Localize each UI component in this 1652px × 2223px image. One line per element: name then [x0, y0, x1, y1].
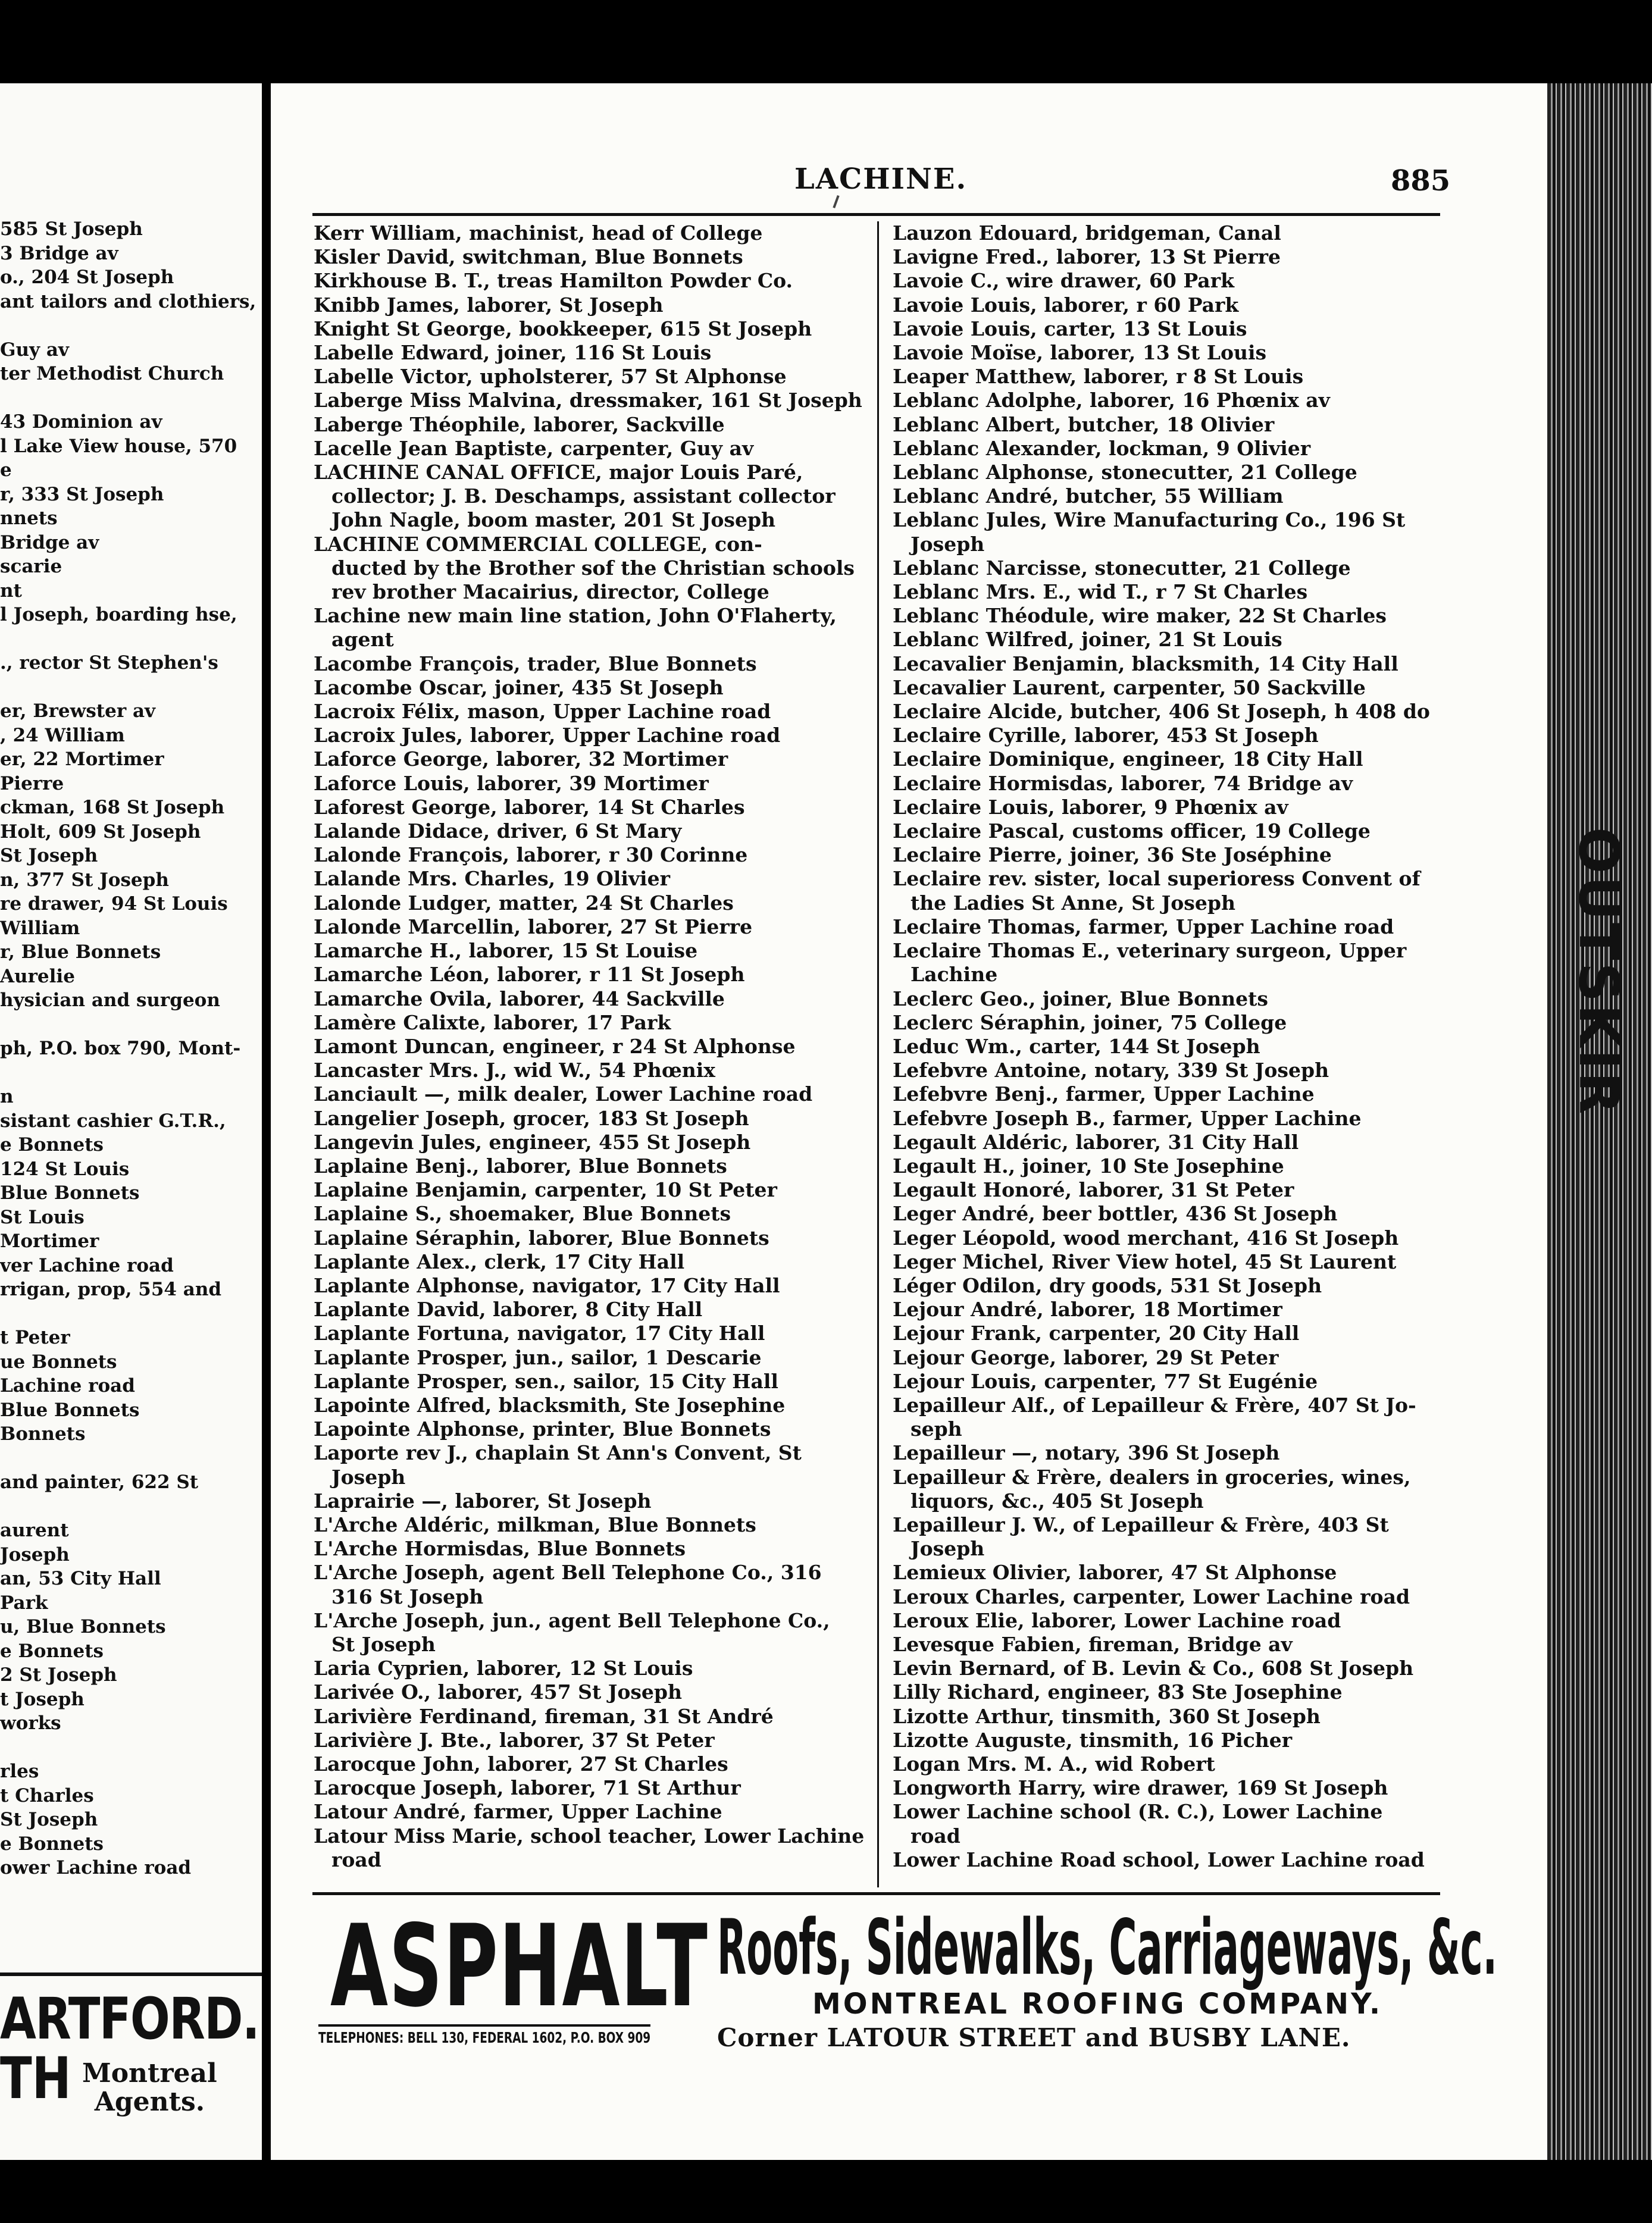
directory-entry: Lamarche Ovila, laborer, 44 Sackville: [314, 987, 725, 1010]
directory-entry: Laria Cyprien, laborer, 12 St Louis: [314, 1657, 693, 1680]
directory-entry: Laforce Louis, laborer, 39 Mortimer: [314, 771, 709, 795]
directory-entry: Leblanc Mrs. E., wid T., r 7 St Charles: [893, 580, 1308, 604]
facing-page-line: ter Methodist Church: [0, 363, 224, 384]
facing-page-line: St Louis: [0, 1206, 85, 1228]
facing-page-line: ant tailors and clothiers,: [0, 290, 256, 312]
directory-entry: Lecavalier Benjamin, blacksmith, 14 City Hall: [893, 652, 1398, 675]
directory-entry: Leger Léopold, wood merchant, 416 St Joseph: [893, 1226, 1399, 1250]
directory-entry: Leclaire Cyrille, laborer, 453 St Joseph: [893, 724, 1319, 747]
facing-page-line: t Charles: [0, 1784, 94, 1806]
directory-entry: L'Arche Aldéric, milkman, Blue Bonnets: [314, 1513, 756, 1536]
facing-page-line: and painter, 622 St: [0, 1471, 199, 1493]
directory-entry: agent: [331, 628, 394, 652]
directory-entry: Levesque Fabien, fireman, Bridge av: [893, 1632, 1293, 1656]
facing-page-line: Aurelie: [0, 965, 75, 987]
ad-headline: ASPHALT: [330, 1900, 709, 2032]
directory-entry: Labelle Edward, joiner, 116 St Louis: [314, 341, 712, 365]
directory-entry: Leclaire Dominique, engineer, 18 City Hall: [893, 747, 1363, 771]
book-gutter: [262, 83, 270, 2160]
directory-entry: Lamarche Léon, laborer, r 11 St Joseph: [314, 963, 745, 987]
facing-page-advertisement: [0, 1972, 262, 2134]
directory-entry: Leblanc Albert, butcher, 18 Olivier: [893, 412, 1275, 436]
directory-entry: Leclerc Séraphin, joiner, 75 College: [893, 1010, 1287, 1034]
directory-entry: Laforce George, laborer, 32 Mortimer: [314, 747, 728, 771]
directory-entry: Leblanc Adolphe, laborer, 16 Phœnix av: [893, 389, 1330, 412]
facing-page-line: 585 St Joseph: [0, 218, 143, 240]
facing-page-line: ue Bonnets: [0, 1351, 117, 1373]
directory-entry: Lachine new main line station, John O'Flaherty,: [314, 604, 837, 628]
directory-entry: Labelle Victor, upholsterer, 57 St Alphonse: [314, 365, 787, 389]
directory-entry: Leclaire Pierre, joiner, 36 Ste Joséphine: [893, 843, 1332, 867]
facing-page-line: n, 377 St Joseph: [0, 869, 169, 891]
facing-page-fragment: [0, 83, 262, 2160]
directory-entry: Leblanc Wilfred, joiner, 21 St Louis: [893, 628, 1282, 652]
directory-entry: Lalonde Marcellin, laborer, 27 St Pierre: [314, 915, 753, 938]
ad-company-name: MONTREAL ROOFING COMPANY.: [812, 1987, 1383, 2021]
directory-entry: Knibb James, laborer, St Joseph: [314, 293, 664, 317]
facing-page-line: r, 333 St Joseph: [0, 483, 164, 505]
directory-entry: Lacombe François, trader, Blue Bonnets: [314, 652, 757, 675]
directory-entry: Lecavalier Laurent, carpenter, 50 Sackville: [893, 675, 1366, 699]
facing-page-line: scarie: [0, 556, 62, 577]
directory-entry: ducted by the Brother sof the Christian schools: [331, 556, 855, 580]
directory-entry: Laplante Alphonse, navigator, 17 City Hall: [314, 1273, 780, 1297]
facing-page-line: e: [0, 459, 12, 481]
directory-entry: Lefebvre Benj., farmer, Upper Lachine: [893, 1082, 1315, 1106]
facing-page-line: hysician and surgeon: [0, 990, 220, 1011]
directory-entry: Leger André, beer bottler, 436 St Joseph: [893, 1202, 1338, 1226]
directory-entry: Leclaire Thomas E., veterinary surgeon, Upper: [893, 939, 1407, 963]
column-divider: [877, 221, 879, 1887]
directory-entry: Leblanc Alphonse, stonecutter, 21 College: [893, 461, 1357, 484]
directory-entry: Latour Miss Marie, school teacher, Lower Lachine: [314, 1824, 865, 1848]
directory-entry: Kirkhouse B. T., treas Hamilton Powder Co.: [314, 269, 793, 293]
directory-entry: Lalonde François, laborer, r 30 Corinne: [314, 843, 748, 867]
directory-entry: Leclerc Geo., joiner, Blue Bonnets: [893, 987, 1268, 1010]
directory-entry: Lefebvre Joseph B., farmer, Upper Lachine: [893, 1106, 1362, 1130]
directory-entry: Leroux Elie, laborer, Lower Lachine road: [893, 1608, 1341, 1632]
facing-page-line: 43 Dominion av: [0, 411, 162, 433]
directory-entry: Laprairie —, laborer, St Joseph: [314, 1489, 652, 1513]
facing-page-line: [0, 314, 256, 338]
facing-page-line: er, 22 Mortimer: [0, 749, 164, 770]
directory-entry: Laplante Prosper, jun., sailor, 1 Descarie: [314, 1345, 762, 1369]
directory-entry: Lalonde Ludger, matter, 24 St Charles: [314, 891, 734, 915]
asphalt-advertisement: [312, 1900, 1497, 2059]
facing-page-line: ph, P.O. box 790, Mont-: [0, 1038, 241, 1059]
directory-entry: St Joseph: [331, 1632, 436, 1656]
directory-entry: Kerr William, machinist, head of College: [314, 221, 763, 245]
directory-entry: liquors, &c., 405 St Joseph: [911, 1489, 1204, 1513]
directory-entry: Laplante Alex., clerk, 17 City Hall: [314, 1250, 685, 1273]
directory-entry: Larivière Ferdinand, fireman, 31 St André: [314, 1704, 774, 1728]
directory-entry: Leduc Wm., carter, 144 St Joseph: [893, 1034, 1260, 1058]
directory-entry: L'Arche Joseph, jun., agent Bell Telephone Co.,: [314, 1608, 830, 1632]
directory-entry: Lalande Mrs. Charles, 19 Olivier: [314, 867, 670, 891]
directory-entry: collector; J. B. Deschamps, assistant collector: [331, 484, 836, 508]
directory-entry: Lavigne Fred., laborer, 13 St Pierre: [893, 245, 1281, 269]
directory-entry: Laplante Prosper, sen., sailor, 15 City Hall: [314, 1369, 778, 1393]
directory-entry: Laforest George, laborer, 14 St Charles: [314, 795, 745, 819]
thumb-index-label: OUTSKIR: [1567, 827, 1631, 1117]
directory-entry: Leclaire rev. sister, local superioress Convent of: [893, 867, 1421, 891]
agents-line-2: Agents.: [94, 2087, 205, 2117]
directory-entry: Lapointe Alfred, blacksmith, Ste Josephine: [314, 1393, 786, 1417]
directory-entry: Leclaire Thomas, farmer, Upper Lachine road: [893, 915, 1394, 938]
facing-page-line: [0, 1736, 256, 1760]
facing-page-line: , 24 William: [0, 724, 125, 746]
directory-entry: Larocque John, laborer, 27 St Charles: [314, 1752, 728, 1776]
facing-page-line: Joseph: [0, 1543, 70, 1566]
facing-page-line: rrigan, prop, 554 and: [0, 1279, 222, 1300]
facing-page-line: rles: [0, 1761, 39, 1782]
facing-page-line: t Peter: [0, 1327, 70, 1348]
directory-entry: the Ladies St Anne, St Joseph: [911, 891, 1235, 915]
facing-page-line: t Joseph: [0, 1688, 85, 1710]
directory-entry: Lamère Calixte, laborer, 17 Park: [314, 1010, 671, 1034]
directory-entry: Lepailleur J. W., of Lepailleur & Frère, 403 St: [893, 1513, 1389, 1536]
outskirts-thumb-index: [1567, 803, 1637, 1220]
directory-entry: Laplante David, laborer, 8 City Hall: [314, 1298, 703, 1322]
directory-entry: Lejour George, laborer, 29 St Peter: [893, 1345, 1279, 1369]
facing-page-line: ver Lachine road: [0, 1254, 174, 1276]
directory-entry: Lanciault —, milk dealer, Lower Lachine road: [314, 1082, 813, 1106]
directory-entry: Laplaine Benjamin, carpenter, 10 St Peter: [314, 1178, 777, 1202]
facing-page-line: ckman, 168 St Joseph: [0, 797, 225, 818]
facing-page-line: an, 53 City Hall: [0, 1568, 161, 1589]
directory-entry: Langelier Joseph, grocer, 183 St Joseph: [314, 1106, 749, 1130]
directory-entry: Lapointe Alphonse, printer, Blue Bonnets: [314, 1417, 771, 1441]
facing-page-line: William: [0, 917, 80, 939]
directory-entry: Longworth Harry, wire drawer, 169 St Joseph: [893, 1776, 1388, 1800]
facing-page-line: r, Blue Bonnets: [0, 941, 161, 963]
directory-entry: Lizotte Auguste, tinsmith, 16 Picher: [893, 1728, 1293, 1752]
directory-entry: Lalande Didace, driver, 6 St Mary: [314, 819, 682, 843]
facing-page-line: u, Blue Bonnets: [0, 1616, 166, 1637]
facing-page-line: er, Brewster av: [0, 700, 156, 722]
header-rule: [312, 213, 1440, 216]
directory-entry: Leblanc Théodule, wire maker, 22 St Charles: [893, 604, 1387, 628]
facing-page-line: St Joseph: [0, 1809, 98, 1830]
directory-entry: Joseph: [911, 1537, 985, 1561]
directory-entry: Lizotte Arthur, tinsmith, 360 St Joseph: [893, 1704, 1321, 1728]
directory-entry: 316 St Joseph: [331, 1585, 484, 1608]
directory-entry: Léger Odilon, dry goods, 531 St Joseph: [893, 1273, 1322, 1297]
facing-page-line: [0, 1302, 256, 1326]
montreal-agents: [82, 2059, 217, 2116]
directory-entry: Legault Honoré, laborer, 31 St Peter: [893, 1178, 1294, 1202]
directory-entry: Lacroix Jules, laborer, Upper Lachine road: [314, 724, 781, 747]
facing-page-line: 3 Bridge av: [0, 242, 118, 264]
facing-page-line: o., 204 St Joseph: [0, 267, 174, 288]
directory-entry: Lefebvre Antoine, notary, 339 St Joseph: [893, 1059, 1329, 1082]
directory-entry: Laplaine S., shoemaker, Blue Bonnets: [314, 1202, 731, 1226]
directory-entry: Leaper Matthew, laborer, r 8 St Louis: [893, 365, 1304, 389]
directory-entry: seph: [911, 1417, 962, 1441]
directory-entry: Lacelle Jean Baptiste, carpenter, Guy av: [314, 436, 754, 460]
facing-page-line: St Joseph: [0, 845, 98, 866]
directory-column-left: [314, 221, 864, 1872]
directory-entry: Laplaine Benj., laborer, Blue Bonnets: [314, 1154, 727, 1178]
directory-entry: Leclaire Louis, laborer, 9 Phœnix av: [893, 795, 1288, 819]
facing-page-line: [0, 386, 256, 411]
directory-entry: Leger Michel, River View hotel, 45 St Laurent: [893, 1250, 1397, 1273]
directory-entry: Lemieux Olivier, laborer, 47 St Alphonse: [893, 1561, 1337, 1585]
facing-page-line: sistant cashier G.T.R.,: [0, 1110, 226, 1132]
directory-entry: L'Arche Hormisdas, Blue Bonnets: [314, 1537, 686, 1561]
directory-entry: Lacombe Oscar, joiner, 435 St Joseph: [314, 675, 724, 699]
facing-page-line: aurent: [0, 1520, 69, 1541]
directory-entry: Lower Lachine school (R. C.), Lower Lachine: [893, 1800, 1383, 1824]
facing-page-line: ower Lachine road: [0, 1857, 192, 1878]
directory-entry: Lancaster Mrs. J., wid W., 54 Phœnix: [314, 1059, 715, 1082]
ad-address: Corner LATOUR STREET and BUSBY LANE.: [717, 2023, 1351, 2052]
facing-page-line: [0, 627, 256, 652]
facing-page-line: n: [0, 1086, 14, 1107]
advertisement-rule: [312, 1892, 1440, 1895]
facing-page-line: [0, 1495, 256, 1519]
directory-entry: Laplante Fortuna, navigator, 17 City Hall: [314, 1322, 765, 1345]
facing-page-line: 124 St Louis: [0, 1158, 130, 1180]
facing-page-line: l Joseph, boarding hse,: [0, 604, 237, 625]
directory-entry: Joseph: [911, 532, 985, 556]
directory-entry: Lamont Duncan, engineer, r 24 St Alphonse: [314, 1034, 796, 1058]
directory-entry: Leblanc Alexander, lockman, 9 Olivier: [893, 436, 1311, 460]
facing-page-line: Park: [0, 1592, 48, 1614]
directory-entry: Lejour André, laborer, 18 Mortimer: [893, 1298, 1282, 1322]
page-title: LACHINE.: [794, 162, 968, 196]
directory-entry: Lower Lachine Road school, Lower Lachine road: [893, 1848, 1425, 1871]
ad-telephones: TELEPHONES: BELL 130, FEDERAL 1602, P.O. BOX 909: [318, 2024, 650, 2046]
hartford-ad-text: ARTFORD.: [0, 1986, 259, 2052]
directory-entry: Lavoie Louis, carter, 13 St Louis: [893, 317, 1247, 340]
directory-entry: Legault Aldéric, laborer, 31 City Hall: [893, 1130, 1299, 1154]
agents-line-1: Montreal: [82, 2058, 217, 2089]
directory-entry: Laplaine Séraphin, laborer, Blue Bonnets: [314, 1226, 769, 1250]
directory-entry: Lilly Richard, engineer, 83 Ste Josephine: [893, 1680, 1343, 1704]
directory-entry: Lavoie C., wire drawer, 60 Park: [893, 269, 1234, 293]
directory-entry: Lejour Frank, carpenter, 20 City Hall: [893, 1322, 1300, 1345]
facing-page-line: e Bonnets: [0, 1833, 104, 1855]
directory-entry: Langevin Jules, engineer, 455 St Joseph: [314, 1130, 751, 1154]
directory-entry: rev brother Macairius, director, College: [331, 580, 769, 604]
ink-mark: [833, 195, 839, 208]
directory-entry: L'Arche Joseph, agent Bell Telephone Co., 316: [314, 1561, 822, 1585]
directory-entry: Knight St George, bookkeeper, 615 St Joseph: [314, 317, 812, 340]
directory-entry: Larocque Joseph, laborer, 71 St Arthur: [314, 1776, 741, 1800]
directory-entry: road: [911, 1824, 960, 1848]
facing-page-line: [0, 1013, 256, 1037]
facing-page-line: [0, 675, 256, 700]
facing-page-line: e Bonnets: [0, 1640, 104, 1662]
directory-entry: LACHINE CANAL OFFICE, major Louis Paré,: [314, 461, 803, 484]
directory-entry: Joseph: [331, 1465, 406, 1489]
facing-page-line: e Bonnets: [0, 1134, 104, 1156]
facing-page-line: Lachine road: [0, 1375, 135, 1397]
facing-page-line: re drawer, 94 St Louis: [0, 893, 228, 915]
directory-entry: Lejour Louis, carpenter, 77 St Eugénie: [893, 1369, 1318, 1393]
facing-page-line: ., rector St Stephen's: [0, 652, 218, 674]
directory-entry: road: [331, 1848, 381, 1871]
facing-page-line: 2 St Joseph: [0, 1664, 117, 1686]
facing-page-line: Holt, 609 St Joseph: [0, 821, 201, 843]
directory-entry: Laporte rev J., chaplain St Ann's Convent, St: [314, 1441, 802, 1465]
directory-entry: Leblanc Jules, Wire Manufacturing Co., 196 St: [893, 508, 1406, 532]
directory-entry: Levin Bernard, of B. Levin & Co., 608 St Joseph: [893, 1657, 1414, 1680]
facing-page-line: l Lake View house, 570: [0, 435, 237, 457]
directory-entry: Laberge Miss Malvina, dressmaker, 161 St Joseph: [314, 389, 862, 412]
facing-page-line: [0, 1446, 256, 1471]
facing-page-line: Bonnets: [0, 1423, 86, 1445]
facing-page-line: Pierre: [0, 772, 64, 794]
facing-page-line: nt: [0, 580, 22, 602]
directory-entry: Lauzon Edouard, bridgeman, Canal: [893, 221, 1281, 245]
directory-entry: LACHINE COMMERCIAL COLLEGE, con-: [314, 532, 762, 556]
directory-entry: Leroux Charles, carpenter, Lower Lachine road: [893, 1585, 1410, 1608]
directory-entry: Legault H., joiner, 10 Ste Josephine: [893, 1154, 1284, 1178]
facing-page-line: nnets: [0, 508, 58, 529]
facing-page-line: Blue Bonnets: [0, 1182, 140, 1204]
facing-page-line: [0, 1061, 256, 1085]
hartford-ad-text-2: TH: [0, 2045, 71, 2112]
directory-entry: Leblanc Narcisse, stonecutter, 21 College: [893, 556, 1351, 580]
facing-page-line: Blue Bonnets: [0, 1399, 140, 1421]
directory-entry: Latour André, farmer, Upper Lachine: [314, 1800, 722, 1824]
directory-entry: Larivée O., laborer, 457 St Joseph: [314, 1680, 682, 1704]
directory-entry: Kisler David, switchman, Blue Bonnets: [314, 245, 743, 269]
facing-page-line: Mortimer: [0, 1231, 99, 1252]
facing-page-line: Guy av: [0, 339, 69, 361]
directory-entry: Lepailleur Alf., of Lepailleur & Frère, 407 St Jo-: [893, 1393, 1416, 1417]
directory-entry: Leclaire Hormisdas, laborer, 74 Bridge av: [893, 771, 1353, 795]
directory-entry: Leclaire Alcide, butcher, 406 St Joseph, h 408 do: [893, 700, 1430, 724]
directory-entry: Lavoie Louis, laborer, r 60 Park: [893, 293, 1239, 317]
directory-entry: Lamarche H., laborer, 15 St Louise: [314, 939, 698, 963]
directory-entry: Lepailleur & Frère, dealers in groceries, wines,: [893, 1465, 1411, 1489]
facing-page-line: works: [0, 1712, 61, 1734]
directory-entry: Logan Mrs. M. A., wid Robert: [893, 1752, 1215, 1776]
directory-entry: Larivière J. Bte., laborer, 37 St Peter: [314, 1728, 715, 1752]
directory-entry: Lachine: [911, 963, 998, 987]
directory-entry: Lavoie Moïse, laborer, 13 St Louis: [893, 341, 1267, 365]
directory-entry: Leblanc André, butcher, 55 William: [893, 484, 1284, 508]
ad-products: Roofs, Sidewalks, Carriageways, &c.: [717, 1903, 1497, 1992]
facing-page-line: Bridge av: [0, 531, 99, 553]
directory-entry: Laberge Théophile, laborer, Sackville: [314, 412, 725, 436]
directory-entry: Leclaire Pascal, customs officer, 19 College: [893, 819, 1371, 843]
directory-entry: Lacroix Félix, mason, Upper Lachine road: [314, 700, 771, 724]
directory-column-right: [893, 221, 1443, 1872]
page-number: 885: [1391, 164, 1451, 198]
directory-entry: John Nagle, boom master, 201 St Joseph: [331, 508, 776, 532]
facing-page-text: [0, 217, 256, 1880]
directory-entry: Lepailleur —, notary, 396 St Joseph: [893, 1441, 1280, 1465]
